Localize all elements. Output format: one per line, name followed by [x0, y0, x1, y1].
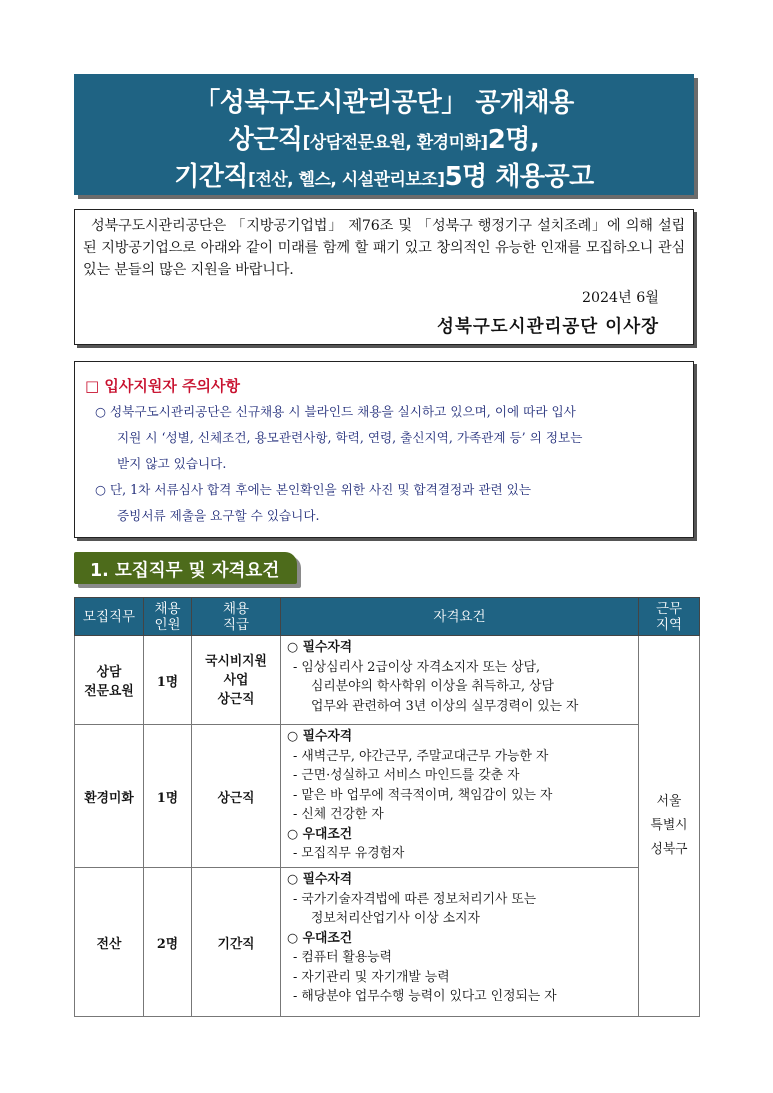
notice-item-2-line-2: 증빙서류 제출을 요구할 수 있습니다. — [117, 508, 320, 523]
table-row — [75, 868, 700, 1017]
col-header-rank: 채용 직급 — [192, 598, 281, 636]
col-header-qualification: 자격요건 — [281, 598, 639, 636]
count-cell: 2명 — [144, 868, 192, 1017]
qualification-cell: ○ 필수자격 - 국가기술자격법에 따른 정보처리기사 또는 정보처리산업기사 이상 소지자 ○ 우대조건 - 컴퓨터 활용능력 - 자기관리 및 자기개발 능력 - 해당분야 업무수행 능력이 있다고 인정되는 자 — [281, 868, 639, 1017]
applicant-notice-box — [74, 361, 694, 538]
title-line-3 — [74, 156, 694, 193]
announcement-title-banner — [74, 74, 694, 195]
title-line-3-main: 기간직 — [174, 162, 249, 192]
title-line-1: 「성북구도시관리공단」 공개채용 — [194, 88, 574, 118]
rank-cell: 기간직 — [192, 868, 281, 1017]
recruitment-table — [74, 597, 700, 1017]
title-line-2-count: 2명, — [487, 125, 540, 155]
notice-title: □ 입사지원자 주의사항 — [85, 377, 241, 395]
table-row — [75, 725, 700, 868]
count-cell: 1명 — [144, 725, 192, 868]
notice-item-2-line-1: ○ 단, 1차 서류심사 합격 후에는 본인확인을 위한 사진 및 합격결정과 관련 있는 — [95, 482, 532, 497]
title-line-3-count: 5명 채용공고 — [444, 162, 594, 192]
title-line-2 — [74, 119, 694, 156]
table-header-row — [75, 598, 700, 636]
col-header-location: 근무 지역 — [639, 598, 700, 636]
job-cell: 전산 — [75, 868, 144, 1017]
intro-box — [74, 209, 694, 345]
title-line-2-detail: [상담전문요원, 환경미화] — [302, 133, 488, 153]
announcement-date: 2024년 6월 — [581, 290, 659, 306]
table-row — [75, 636, 700, 725]
section-heading-recruitment: 1. 모집직무 및 자격요건 — [74, 552, 297, 584]
notice-item-1-line-3: 받지 않고 있습니다. — [117, 456, 227, 471]
notice-item-1-line-1: ○ 성북구도시관리공단은 신규채용 시 블라인드 채용을 실시하고 있으며, 이에 따라 입사 — [95, 404, 576, 419]
title-line-2-main: 상근직 — [228, 125, 303, 155]
rank-cell: 국시비지원 사업 상근직 — [192, 636, 281, 725]
col-header-count: 채용 인원 — [144, 598, 192, 636]
qualification-cell: ○ 필수자격 - 임상심리사 2급이상 자격소지자 또는 상담, 심리분야의 학사학위 이상을 취득하고, 상담 업무와 관련하여 3년 이상의 실무경력이 있는 자 — [281, 636, 639, 725]
col-header-job: 모집직무 — [75, 598, 144, 636]
issuer-signature: 성북구도시관리공단 이사장 — [437, 317, 659, 337]
title-line-3-detail: [전산, 헬스, 시설관리보조] — [248, 170, 445, 190]
job-cell: 환경미화 — [75, 725, 144, 868]
count-cell: 1명 — [144, 636, 192, 725]
intro-text: 성북구도시관리공단은 「지방공기업법」 제76조 및 「성북구 행정기구 설치조례」에 의해 설립된 지방공기업으로 아래와 같이 미래를 함께 할 패기 있고 창의적인 유능한 인재를 모집하오니 관심 있는 분들의 많은 지원을 바랍니다. — [83, 218, 685, 278]
notice-item-1-line-2: 지원 시 ‘성별, 신체조건, 용모관련사항, 학력, 연령, 출신지역, 가족관계 등’ 의 정보는 — [117, 430, 583, 445]
rank-cell: 상근직 — [192, 725, 281, 868]
job-cell: 상담 전문요원 — [75, 636, 144, 725]
qualification-cell: ○ 필수자격 - 새벽근무, 야간근무, 주말교대근무 가능한 자 - 근면·성실하고 서비스 마인드를 갖춘 자 - 맡은 바 업무에 적극적이며, 책임감이 있는 자 - 신체 건강한 자 ○ 우대조건 - 모집직무 유경험자 — [281, 725, 639, 868]
location-cell: 서울 특별시 성북구 — [639, 636, 700, 1017]
